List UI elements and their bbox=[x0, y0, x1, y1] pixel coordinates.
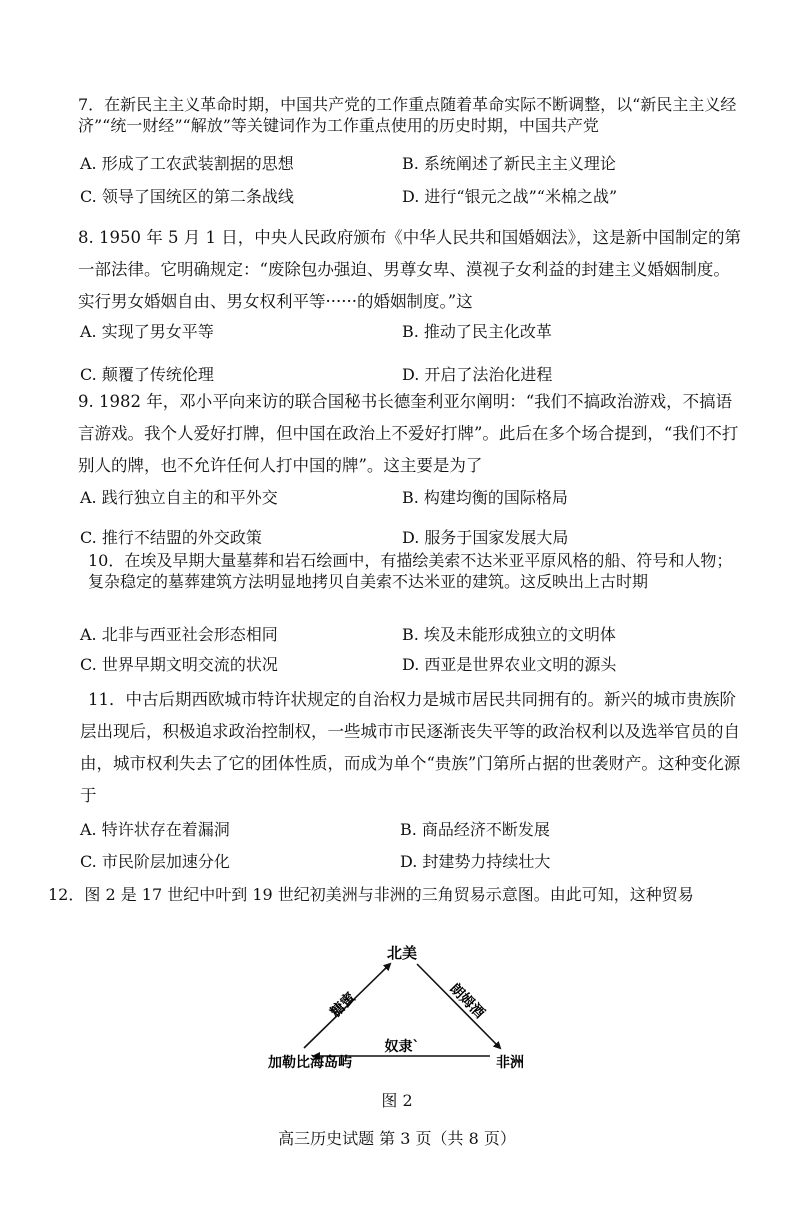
figure-caption: 图 2 bbox=[381, 1091, 413, 1110]
question-11-option-a[interactable]: A. 特许状存在着漏洞 bbox=[80, 820, 230, 839]
question-9-option-c[interactable]: C. 推行不结盟的外交政策 bbox=[80, 528, 262, 547]
question-11-option-c[interactable]: C. 市民阶层加速分化 bbox=[80, 852, 230, 871]
question-7-stem: 7．在新民主主义革命时期，中国共产党的工作重点随着革命实际不断调整，以“新民主主义经济”“统一财经”“解放”等关键词作为工作重点使用的历史时期，中国共产党 bbox=[78, 95, 737, 135]
question-11-stem: 11．中古后期西欧城市特许状规定的自治权力是城市居民共同拥有的。新兴的城市贵族阶层出现后，积极追求政治控制权，一些城市市民逐渐丧失平等的政治权利以及选举官员的自由，城市权利失去了它的团体性质，而成为单个“贵族”门第所占据的世袭财产。这种变化源于 bbox=[80, 690, 741, 805]
question-8-stem: 8. 1950 年 5 月 1 日，中央人民政府颁布《中华人民共和国婚姻法》，这是新中国制定的第一部法律。它明确规定：“废除包办强迫、男尊女卑、漠视子女利益的封建主义婚姻制度。实行男女婚姻自由、男女权利平等······的婚姻制度。”这 bbox=[78, 228, 741, 311]
question-9-option-a[interactable]: A. 践行独立自主的和平外交 bbox=[80, 488, 278, 507]
question-10-stem: 10．在埃及早期大量墓葬和岩石绘画中，有描绘美索不达米亚平原风格的船、符号和人物；复杂稳定的墓葬建筑方法明显地拷贝自美索不达米亚的建筑。这反映出上古时期 bbox=[88, 551, 733, 591]
edge-label-slaves: 奴隶` bbox=[384, 1039, 420, 1055]
question-7-option-a[interactable]: A. 形成了工农武装割据的思想 bbox=[80, 154, 294, 173]
question-10 bbox=[88, 550, 746, 592]
question-10-option-a[interactable]: A. 北非与西亚社会形态相同 bbox=[80, 625, 278, 644]
question-9-option-d[interactable]: D. 服务于国家发展大局 bbox=[402, 528, 569, 547]
triangle-trade-diagram bbox=[262, 938, 542, 1078]
question-7-option-c[interactable]: C. 领导了国统区的第二条战线 bbox=[80, 187, 294, 206]
question-7-option-d[interactable]: D. 进行“银元之战”“米棉之战” bbox=[402, 187, 618, 206]
question-8-option-c[interactable]: C. 颠覆了传统伦理 bbox=[80, 365, 214, 384]
question-11 bbox=[80, 684, 746, 812]
question-12 bbox=[48, 884, 746, 905]
question-9 bbox=[78, 386, 746, 482]
edge-label-rum: 朗姆酒 bbox=[446, 980, 488, 1022]
question-11-option-d[interactable]: D. 封建势力持续壮大 bbox=[400, 852, 551, 871]
question-8-option-b[interactable]: B. 推动了民主化改革 bbox=[402, 322, 552, 341]
question-11-option-b[interactable]: B. 商品经济不断发展 bbox=[400, 820, 550, 839]
question-8-option-a[interactable]: A. 实现了男女平等 bbox=[80, 322, 214, 341]
question-8 bbox=[78, 222, 746, 318]
question-8-option-d[interactable]: D. 开启了法治化进程 bbox=[402, 365, 553, 384]
question-9-stem: 9. 1982 年，邓小平向来访的联合国秘书长德奎利亚尔阐明：“我们不搞政治游戏，不搞语言游戏。我个人爱好打牌，但中国在政治上不爱好打牌”。此后在多个场合提到，“我们不打别人的牌，也不允许任何人打中国的牌”。这主要是为了 bbox=[78, 392, 739, 475]
question-10-option-d[interactable]: D. 西亚是世界农业文明的源头 bbox=[402, 655, 617, 674]
question-10-option-b[interactable]: B. 埃及未能形成独立的文明体 bbox=[402, 625, 616, 644]
page-footer: 高三历史试题 第 3 页（共 8 页） bbox=[278, 1129, 516, 1148]
question-7 bbox=[78, 94, 746, 136]
question-7-option-b[interactable]: B. 系统阐述了新民主主义理论 bbox=[402, 154, 616, 173]
node-caribbean: 加勒比海岛屿 bbox=[268, 1055, 352, 1071]
question-10-option-c[interactable]: C. 世界早期文明交流的状况 bbox=[80, 655, 278, 674]
question-9-option-b[interactable]: B. 构建均衡的国际格局 bbox=[402, 488, 568, 507]
question-12-stem: 12．图 2 是 17 世纪中叶到 19 世纪初美洲与非洲的三角贸易示意图。由此可知，这种贸易 bbox=[48, 885, 694, 904]
node-north-america: 北美 bbox=[386, 944, 418, 962]
edge-label-molasses: 糖蜜 bbox=[327, 989, 359, 1021]
triangle-trade-svg bbox=[262, 938, 542, 1078]
node-africa: 非洲 bbox=[496, 1055, 524, 1071]
arrow-north-america-to-africa bbox=[417, 964, 500, 1048]
